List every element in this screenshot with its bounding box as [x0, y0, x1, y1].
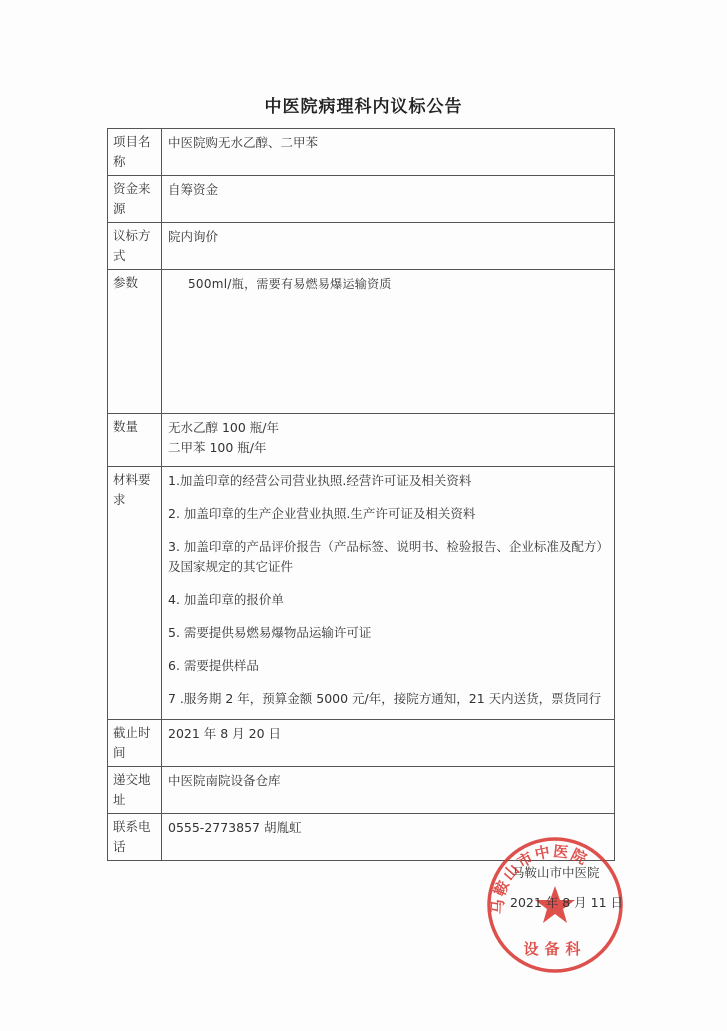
row-label-requirements: 材料要求: [108, 467, 162, 720]
requirement-item: 6. 需要提供样品: [168, 658, 259, 673]
table-row: [108, 270, 615, 414]
quantity-line: 二甲苯 100 瓶/年: [168, 440, 267, 455]
signature-date: 2021 年 8 月 11 日: [510, 895, 624, 910]
requirement-item: 5. 需要提供易燃易爆物品运输许可证: [168, 625, 372, 640]
table-row: [108, 767, 615, 814]
requirement-item: 1.加盖印章的经营公司营业执照.经营许可证及相关资料: [168, 473, 472, 488]
requirement-item: 4. 加盖印章的报价单: [168, 592, 284, 607]
signature-organization: 马鞍山市中医院: [512, 865, 600, 880]
row-value-fund-source: 自筹资金: [162, 176, 615, 223]
quantity-line: 无水乙醇 100 瓶/年: [168, 420, 280, 435]
page-title: 中医院病理科内议标公告: [264, 97, 463, 117]
row-value-bid-method: 院内询价: [162, 223, 615, 270]
row-value-project-name: 中医院购无水乙醇、二甲苯: [162, 129, 615, 176]
table-row: [108, 467, 615, 720]
requirement-item: 3. 加盖印章的产品评价报告（产品标签、说明书、检验报告、企业标准及配方）及国家规定的其它证件: [168, 539, 603, 574]
row-value-parameters: [162, 270, 615, 414]
row-label-submit-address: 递交地址: [108, 767, 162, 814]
row-label-bid-method: 议标方式: [108, 223, 162, 270]
table-row: [108, 414, 615, 467]
row-label-quantity: 数量: [108, 414, 162, 467]
row-label-parameters: 参数: [108, 270, 162, 414]
requirement-item: 2. 加盖印章的生产企业营业执照.生产许可证及相关资料: [168, 506, 476, 521]
table-row: [108, 176, 615, 223]
row-value-requirements: [162, 467, 615, 720]
requirement-item: 7 .服务期 2 年，预算金额 5000 元/年，接院方通知，21 天内送货，票货同行: [168, 691, 602, 706]
table-row: [108, 223, 615, 270]
seal-department-text: 设备科: [523, 940, 587, 958]
row-value-deadline: 2021 年 8 月 20 日: [162, 720, 615, 767]
table-row: [108, 129, 615, 176]
row-label-contact-phone: 联系电话: [108, 814, 162, 861]
seal-text-arc: 马鞍山市中医院: [488, 842, 592, 915]
row-label-fund-source: 资金来源: [108, 176, 162, 223]
row-value-quantity: [162, 414, 615, 467]
parameters-text: 500ml/瓶，需要有易燃易爆运输资质: [188, 277, 392, 291]
row-value-submit-address: 中医院南院设备仓库: [162, 767, 615, 814]
row-value-contact-phone: 0555-2773857 胡胤虹: [162, 814, 615, 861]
notice-table: [107, 128, 615, 861]
table-row: [108, 720, 615, 767]
row-label-deadline: 截止时间: [108, 720, 162, 767]
signature-block: [490, 862, 640, 914]
row-label-project-name: 项目名称: [108, 129, 162, 176]
